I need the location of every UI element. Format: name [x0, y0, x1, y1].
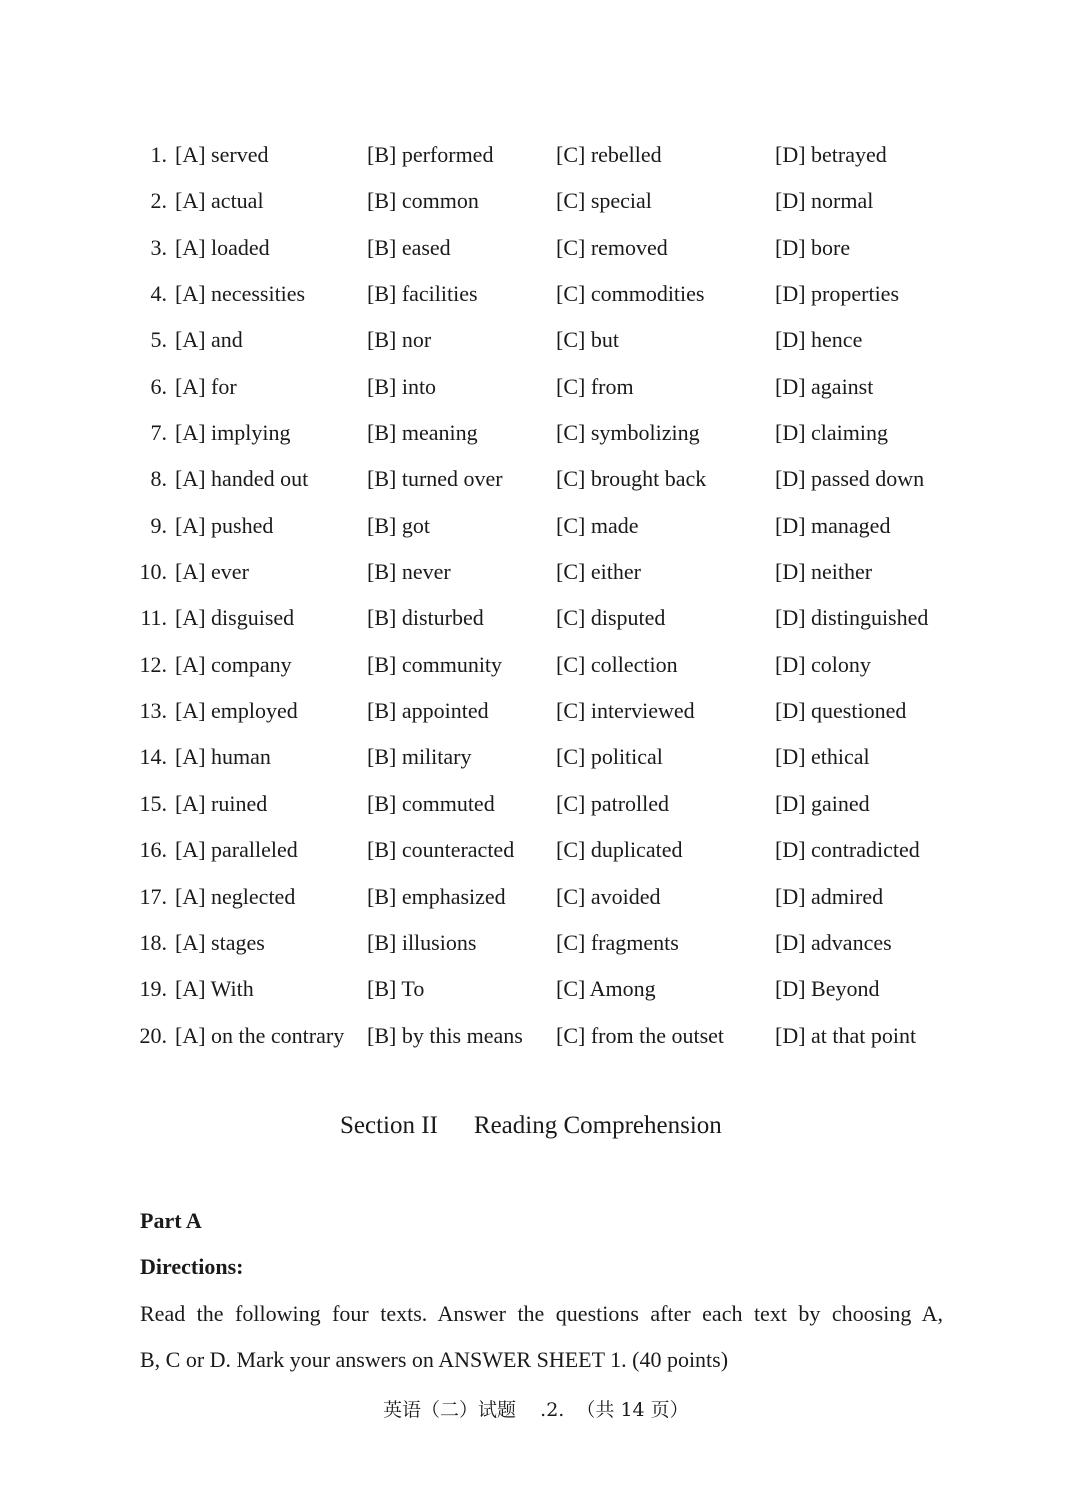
option-a: [A] ruined — [175, 790, 268, 816]
question-number: 17. — [139, 883, 167, 909]
question-number: 16. — [139, 837, 167, 863]
option-a: [A] on the contrary — [175, 1022, 345, 1048]
question-number: 2. — [150, 188, 167, 214]
option-a: [A] pushed — [175, 512, 274, 538]
option-a: [A] neglected — [175, 883, 296, 909]
option-b: [B] meaning — [367, 420, 478, 446]
option-a: [A] necessities — [175, 281, 306, 307]
option-a: [A] actual — [175, 188, 264, 214]
option-c: [C] interviewed — [556, 698, 695, 724]
option-a: [A] and — [175, 327, 243, 353]
option-a: [A] With — [175, 976, 254, 1002]
option-c: [C] from the outset — [556, 1022, 725, 1048]
option-c: [C] brought back — [556, 466, 707, 492]
option-c: [C] special — [556, 188, 652, 214]
option-a: [A] disguised — [175, 605, 295, 631]
question-number: 20. — [139, 1022, 167, 1048]
option-d: [D] advances — [775, 929, 892, 955]
question-row — [0, 781, 1080, 827]
option-d: [D] betrayed — [775, 142, 887, 167]
section-title — [340, 1108, 722, 1144]
option-c: [C] disputed — [556, 605, 666, 631]
page-footer: 英语（二）试题 .2. （共 14 页） — [383, 1399, 689, 1421]
question-number: 10. — [139, 559, 167, 585]
option-a: [A] ever — [175, 559, 249, 585]
question-number: 12. — [139, 651, 167, 677]
option-d: [D] claiming — [775, 420, 889, 446]
option-c: [C] Among — [556, 976, 656, 1002]
option-d: [D] neither — [775, 559, 873, 585]
option-c: [C] patrolled — [556, 790, 670, 816]
option-c: [C] fragments — [556, 929, 679, 955]
option-c: [C] commodities — [556, 281, 705, 307]
question-row — [0, 595, 1080, 641]
question-row — [0, 178, 1080, 224]
question-row — [0, 225, 1080, 271]
option-c: [C] rebelled — [556, 142, 662, 167]
option-b: [B] common — [367, 188, 479, 214]
option-d: [D] admired — [775, 883, 884, 909]
directions-text-line1: Read the following four texts. Answer the questions after each text by choosing A, — [140, 1301, 943, 1326]
option-b: [B] commuted — [367, 790, 495, 816]
option-d: [D] contradicted — [775, 837, 920, 863]
question-number: 14. — [139, 744, 167, 770]
option-c: [C] political — [556, 744, 663, 770]
option-a: [A] human — [175, 744, 271, 770]
option-a: [A] served — [175, 142, 269, 167]
option-b: [B] counteracted — [367, 837, 515, 863]
option-b: [B] community — [367, 651, 503, 677]
option-d: [D] gained — [775, 790, 870, 816]
option-a: [A] loaded — [175, 234, 270, 260]
part-title: Part A — [140, 1208, 202, 1233]
option-c: [C] either — [556, 559, 641, 585]
question-number: 18. — [139, 929, 167, 955]
option-b: [B] eased — [367, 234, 451, 260]
question-row — [0, 966, 1080, 1012]
directions-text-line2: B, C or D. Mark your answers on ANSWER SHEET 1. (40 points) — [140, 1347, 729, 1372]
option-c: [C] from — [556, 373, 634, 399]
option-d: [D] bore — [775, 234, 851, 260]
question-row — [0, 874, 1080, 920]
question-row — [0, 456, 1080, 502]
question-row — [0, 271, 1080, 317]
option-b: [B] facilities — [367, 281, 478, 307]
option-a: [A] handed out — [175, 466, 309, 492]
option-b: [B] emphasized — [367, 883, 506, 909]
option-b: [B] by this means — [367, 1022, 523, 1048]
option-b: [B] got — [367, 512, 430, 538]
option-a: [A] paralleled — [175, 837, 298, 863]
option-b: [B] military — [367, 744, 472, 770]
option-c: [C] duplicated — [556, 837, 683, 863]
question-row — [0, 642, 1080, 688]
question-row — [0, 549, 1080, 595]
question-row — [0, 920, 1080, 966]
option-a: [A] stages — [175, 929, 265, 955]
option-b: [B] never — [367, 559, 451, 585]
section-name: Reading Comprehension — [473, 1112, 722, 1139]
question-number: 19. — [139, 976, 167, 1002]
question-number: 4. — [150, 281, 167, 307]
option-d: [D] passed down — [775, 466, 925, 492]
option-b: [B] nor — [367, 327, 432, 353]
option-d: [D] hence — [775, 327, 863, 353]
option-c: [C] symbolizing — [556, 420, 700, 446]
option-a: [A] employed — [175, 698, 298, 724]
question-number: 7. — [150, 420, 167, 446]
option-c: [C] collection — [556, 651, 678, 677]
question-row — [0, 688, 1080, 734]
option-b: [B] disturbed — [367, 605, 484, 631]
option-d: [D] against — [775, 373, 874, 399]
option-b: [B] illusions — [367, 929, 477, 955]
option-b: [B] To — [367, 976, 425, 1002]
question-number: 9. — [150, 512, 167, 538]
option-a: [A] for — [175, 373, 237, 399]
directions-label: Directions: — [140, 1254, 244, 1279]
question-number: 3. — [150, 234, 167, 260]
question-row — [0, 317, 1080, 363]
question-number: 8. — [150, 466, 167, 492]
option-d: [D] normal — [775, 188, 874, 214]
option-b: [B] into — [367, 373, 437, 399]
option-d: [D] at that point — [775, 1022, 917, 1048]
option-b: [B] performed — [367, 142, 494, 167]
question-row — [0, 734, 1080, 780]
question-row — [0, 827, 1080, 873]
question-row — [0, 132, 1080, 178]
option-a: [A] company — [175, 651, 292, 677]
section-label: Section II — [340, 1112, 438, 1139]
question-row — [0, 1013, 1080, 1059]
option-d: [D] properties — [775, 281, 900, 307]
option-a: [A] implying — [175, 420, 291, 446]
question-number: 1. — [150, 142, 167, 167]
option-c: [C] made — [556, 512, 639, 538]
option-d: [D] Beyond — [775, 976, 880, 1002]
option-d: [D] questioned — [775, 698, 907, 724]
question-number: 13. — [139, 698, 167, 724]
option-d: [D] distinguished — [775, 605, 929, 631]
option-c: [C] but — [556, 327, 619, 353]
option-c: [C] avoided — [556, 883, 661, 909]
option-b: [B] appointed — [367, 698, 489, 724]
question-row — [0, 364, 1080, 410]
option-d: [D] colony — [775, 651, 871, 677]
option-d: [D] ethical — [775, 744, 870, 770]
option-d: [D] managed — [775, 512, 891, 538]
question-row — [0, 410, 1080, 456]
question-number: 6. — [150, 373, 167, 399]
question-row — [0, 503, 1080, 549]
cloze-options-list — [0, 132, 1080, 1059]
option-c: [C] removed — [556, 234, 668, 260]
question-number: 15. — [139, 790, 167, 816]
question-number: 5. — [150, 327, 167, 353]
option-b: [B] turned over — [367, 466, 503, 492]
question-number: 11. — [140, 605, 167, 631]
